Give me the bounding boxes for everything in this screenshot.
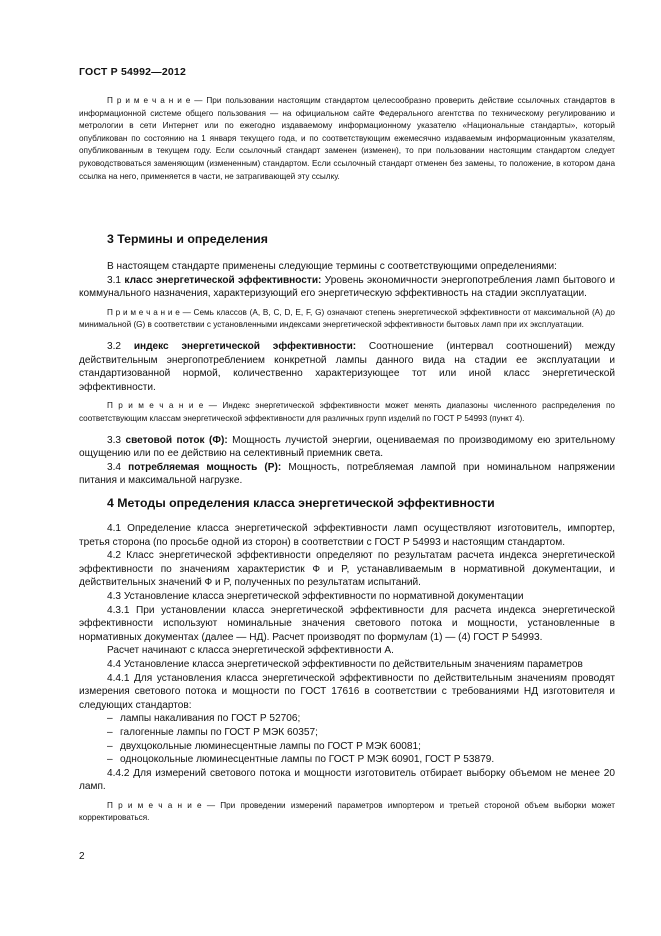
para-4-3-1-b: Расчет начинают с класса энергетической эффективности А. (107, 645, 394, 657)
para-4-2: 4.2 Класс энергетической эффективности определяют по результатам расчета индекса энергетической эффективности по значениям характеристик Ф и P, устанавливаемым в нормативной документации, и действительных значений Ф и P, полученных по результатам испытаний. (79, 550, 615, 589)
note-3-1: П р и м е ч а н и е — Семь классов (A, B, C, D, E, F, G) означают степень энергетической эффективности от максимальной (A) до минимальной (G) в соответствии с установленными индексами энергетической эффективности бытовых ламп при их эксплуатации. (79, 307, 615, 330)
list-item: – двухцокольные люминесцентные лампы по ГОСТ Р МЭК 60081; (79, 740, 615, 754)
section-4-title: 4 Методы определения класса энергетической эффективности (107, 496, 495, 510)
para-4-1: 4.1 Определение класса энергетической эффективности ламп осуществляют изготовитель, импортер, третья сторона (по просьбе одной из сторон) в соответствии с ГОСТ Р 54993 и настоящим стандартом. (79, 523, 615, 548)
note-label: П р и м е ч а н и е (107, 96, 191, 105)
note-references: П р и м е ч а н и е — При пользовании настоящим стандартом целесообразно проверить действие ссылочных стандартов в информационной системе общего пользования — на официальном сайте Федерального агентства по техническому регулированию и метрологии в сети Интернет или по ежегодно издаваемому информационному указателю «Национальные стандарты», который опубликован по состоянию на 1 января текущего года, и по соответствующим ежемесячно издаваемым информационным указателям, опубликованным в текущем году. Если ссылочный стандарт заменен (изменен), то при пользовании настоящим стандартом следует руководствоваться заменяющим (измененным) стандартом. Если ссылочный стандарт отменен без замены, то положение, в котором дана ссылка на него, применяется в части, не затрагивающей эту ссылку. (79, 96, 615, 181)
note-4-4-2: П р и м е ч а н и е — При проведении измерений параметров импортером и третьей стороной объем выборки может корректироваться. (79, 800, 615, 823)
para-4-3: 4.3 Установление класса энергетической эффективности по нормативной документации (107, 590, 524, 602)
term-3-2: 3.2 индекс энергетической эффективности: Соотношение (интервал соотношений) между действительным энергопотреблением конкретной лампы данного вида на стадии ее эксплуатации и стандартизованной нормой, количественно характеризующее тот или иной класс энергетической эффективности. (79, 340, 615, 393)
section-3-intro: В настоящем стандарте применены следующие термины с соответствующими определениями: (107, 261, 557, 272)
section-4-body (79, 522, 615, 825)
section-3-body (79, 260, 615, 488)
list-item: – галогенные лампы по ГОСТ Р МЭК 60357; (79, 726, 615, 740)
list-item: – одноцокольные люминесцентные лампы по ГОСТ Р МЭК 60901, ГОСТ Р 53879. (79, 753, 615, 767)
para-4-4: 4.4 Установление класса энергетической эффективности по действительным значениям параметров (107, 658, 583, 670)
term-3-3: 3.3 световой поток (Ф): Мощность лучистой энергии, оцениваемая по производимому ею зрительному ощущению или по ее действию на селективный приемник света. (79, 434, 615, 460)
para-4-4-1: 4.4.1 Для установления класса энергетической эффективности по действительным значениям проводят измерения светового потока и мощности по ГОСТ 17616 в соответствии с требованиями НД изготовителя и следующих стандартов: (79, 672, 615, 711)
para-4-3-1: 4.3.1 При установлении класса энергетической эффективности для расчета индекса энергетической эффективности используют номинальные значения светового потока и мощности, установленные в нормативных документах (далее — НД). Расчет производят по формулам (1) — (4) ГОСТ Р 54993. (79, 604, 615, 643)
note-3-2: П р и м е ч а н и е — Индекс энергетической эффективности может менять диапазоны численного распределения по соответствующим классам энергетической эффективности для различных групп изделий по ГОСТ Р 54993 (пункт 4). (79, 401, 615, 423)
term-3-4: 3.4 потребляемая мощность (P): Мощность, потребляемая лампой при номинальном напряжении питания и максимальной нагрузке. (79, 461, 615, 487)
section-3-title: 3 Термины и определения (107, 232, 268, 246)
document-header: ГОСТ Р 54992—2012 (79, 66, 187, 78)
para-4-4-2: 4.4.2 Для измерений светового потока и мощности изготовитель отбирает выборку объемом не менее 20 ламп. (79, 767, 615, 793)
page-number: 2 (79, 851, 85, 862)
term-3-1: 3.1 класс энергетической эффективности: Уровень экономичности энергопотребления ламп бытового и коммунального назначения, характеризующий его энергетическую эффективность на стадии эксплуатации. (79, 274, 615, 300)
list-item: – лампы накаливания по ГОСТ Р 52706; (79, 712, 615, 726)
